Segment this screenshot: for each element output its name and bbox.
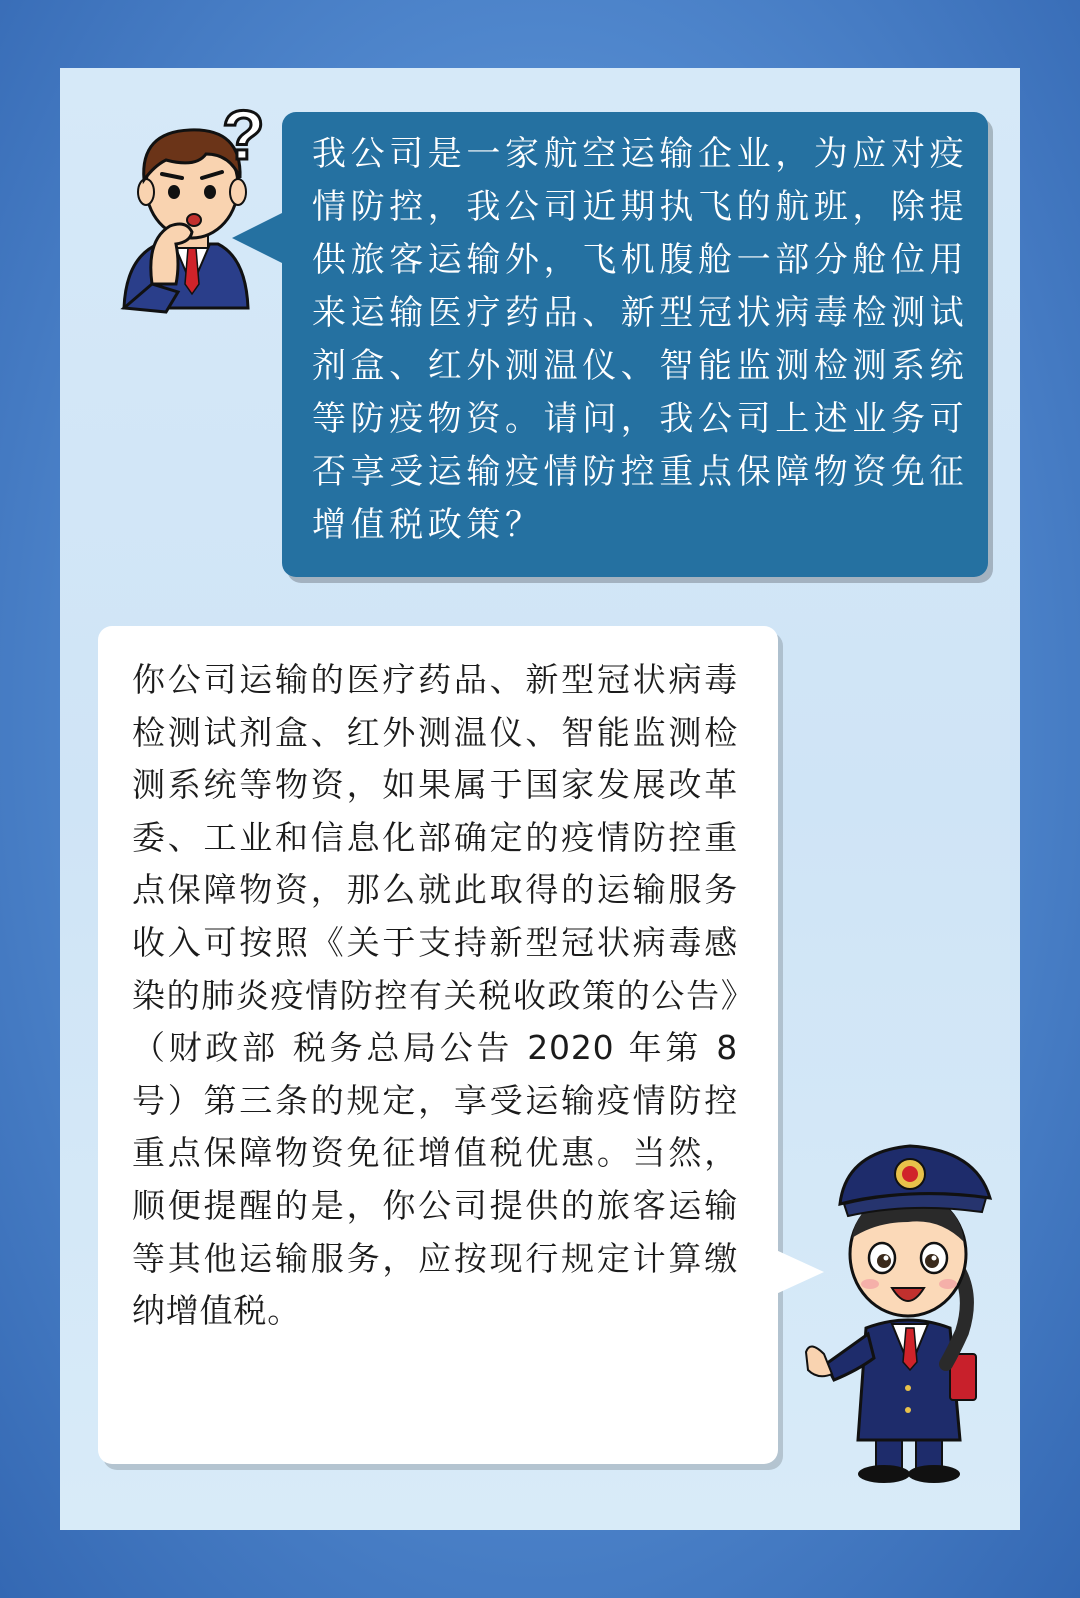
tax-officer-illustration xyxy=(800,1118,1026,1486)
question-text: 我公司是一家航空运输企业，为应对疫情防控，我公司近期执飞的航班，除提供旅客运输外，飞机腹舱一部分舱位用来运输医疗药品、新型冠状病毒检测试剂盒、红外测温仪、智能监测检测系统等防疫物资。请问，我公司上述业务可否享受运输疫情防控重点保障物资免征增值税政策？ xyxy=(312,134,969,545)
question-mark-icon: ? xyxy=(222,96,265,174)
answer-text: 你公司运输的医疗药品、新型冠状病毒检测试剂盒、红外测温仪、智能监测检测系统等物资，如果属于国家发展改革委、工业和信息化部确定的疫情防控重点保障物资，那么就此取得的运输服务收入可按照《关于支持新型冠状病毒感染的肺炎疫情防控有关税收政策的公告》（财政部 税务总局公告 2020 年第 8 号）第三条的规定，享受运输疫情防控重点保障物资免征增值税优惠。当然，顺便提醒的是，你公司提供的旅客运输等其他运输服务，应按现行规定计算缴纳增值税。 xyxy=(132,660,738,1331)
question-bubble-tail xyxy=(232,212,284,264)
